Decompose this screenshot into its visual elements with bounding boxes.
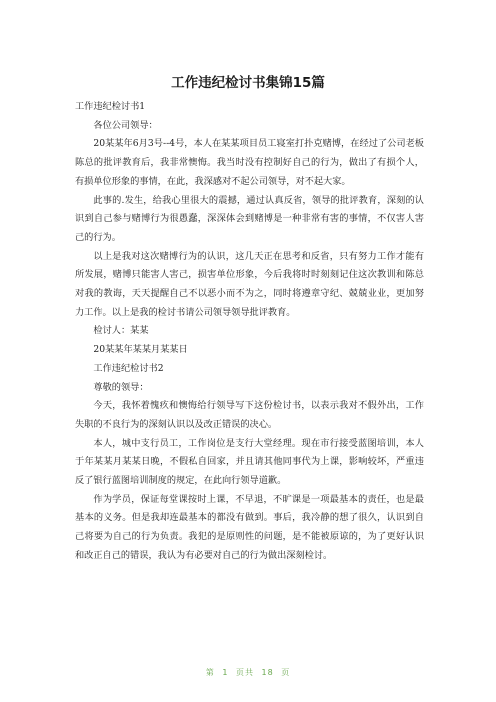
paragraph: 此事的.发生，给我心里很大的震撼，通过认真反省，领导的批评教育，深刻的认识到自己参与赌博行为很愚蠢，深深体会到赌博是一种非常有害的事情，不仅害人害己的行为。 — [75, 194, 424, 243]
paragraph: 今天，我怀着愧疚和懊悔给行领导写下这份检讨书，以表示我对不假外出，工作失职的不良行为的深刻认识以及改正错误的决心。 — [75, 400, 424, 430]
page-footer — [0, 667, 496, 679]
section-heading-2: 工作违纪检讨书2 — [93, 362, 164, 374]
paragraph: 本人，城中支行员工，工作岗位是支行大堂经理。现在市行接受蓝图培训，本人于年某某月某某日晚，不假私自回家，并且请其他同事代为上课，影响较坏，严重违反了银行蓝图培训制度的规定，在此向行领导道歉。 — [75, 437, 424, 487]
page-end: 页 — [281, 668, 291, 677]
document-body — [75, 98, 424, 566]
signature-line: 检讨人：某某 — [93, 325, 149, 337]
salutation-1: 各位公司领导： — [93, 119, 158, 131]
paragraph: 作为学员，保证每堂课按时上课，不早退，不旷课是一项最基本的责任，也是最基本的义务。但是我却连最基本的都没有做到。事后，我冷静的想了很久，认识到自己将要为自己的行为负责。我犯的是原则性的问题，是不能被原谅的，为了更好认识和改正自己的错误，我认为有必要对自己的行为做出深刻检讨。 — [75, 493, 424, 561]
page-total: 18 — [261, 668, 274, 677]
date-line: 20某某年某某月某某日 — [93, 344, 188, 356]
paragraph: 以上是我对这次赌博行为的认识，这几天正在思考和反省，只有努力工作才能有所发展，赌博只能害人害己，损害单位形象，今后我将时时刻刻记住这次教训和陈总对我的教诲，天天提醒自己不以恶小而不为之，同时将遵章守纪、兢兢业业，更加努力工作。以上是我的检讨书请公司领导领导批评教育。 — [75, 250, 424, 318]
section-heading-1: 工作违纪检讨书1 — [75, 101, 146, 112]
paragraph: 20某某年6月3号--4号，本人在某某项目员工寝室打扑克赌博，在经过了公司老板陈总的批评教育后，我非常懊悔。我当时没有控制好自己的行为，做出了有损个人，有损单位形象的事情，在此，我深感对不起公司领导，对不起大家。 — [75, 138, 424, 187]
salutation-2: 尊敬的领导： — [93, 381, 149, 393]
page-separator: 页共 — [235, 668, 254, 677]
page-current: 1 — [222, 668, 229, 677]
document-title: 工作违纪检讨书集锦15篇 — [171, 75, 325, 91]
page-label: 第 — [205, 668, 215, 677]
